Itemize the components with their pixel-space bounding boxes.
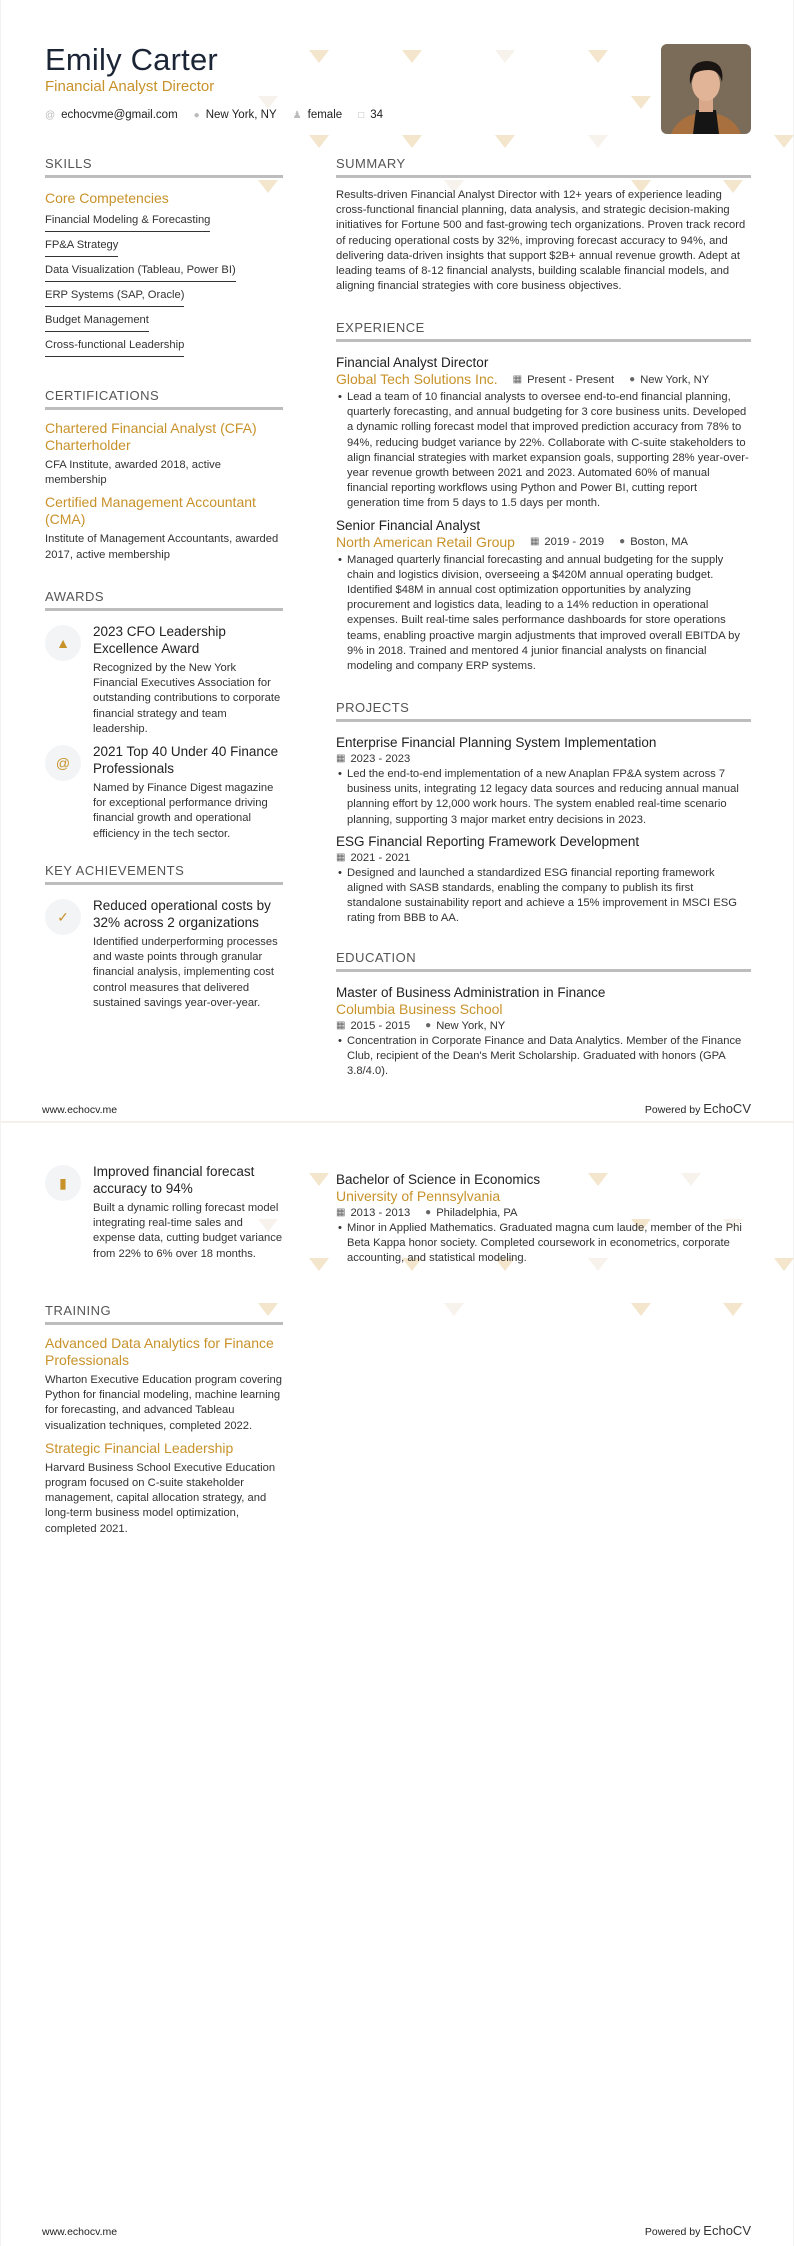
achievement-title: Reduced operational costs by 32% across 2 organizations bbox=[93, 898, 271, 930]
job-role: Senior Financial Analyst bbox=[336, 517, 481, 533]
summary-section bbox=[336, 156, 751, 294]
education-continued bbox=[336, 1171, 751, 1267]
project-dates: 2021 - 2021 bbox=[350, 851, 411, 864]
candidate-name: Emily Carter bbox=[45, 42, 218, 77]
project-bullet: • Designed and launched a standardized ESG financial reporting framework aligned with SASB standards, enabling the company to publish its first standalone sustainability report and achieve a 15% improvement in MSCI ESG rating from BBB to AA. bbox=[338, 866, 737, 925]
training-desc: Harvard Business School Executive Education program focused on C-suite stakeholder management, capital allocation strategy, and long-term business model optimization, completed 2021. bbox=[45, 1461, 276, 1535]
edu-degree: Bachelor of Science in Economics bbox=[336, 1172, 541, 1187]
job-dates: 2019 - 2019 bbox=[544, 536, 605, 549]
certifications-section bbox=[45, 388, 283, 563]
award-title: 2023 CFO Leadership Excellence Award bbox=[93, 624, 226, 656]
skill-item: Data Visualization (Tableau, Power BI) bbox=[45, 260, 236, 282]
edu-school: Columbia Business School bbox=[336, 1001, 503, 1017]
powered-by[interactable]: Powered by EchoCV bbox=[644, 1101, 751, 1116]
contact-email[interactable]: echocvme@gmail.com bbox=[61, 109, 178, 121]
training-title: Strategic Financial Leadership bbox=[45, 1439, 234, 1456]
achievement-title: Improved financial forecast accuracy to 94% bbox=[93, 1164, 255, 1196]
summary-text: Results-driven Financial Analyst Director with 12+ years of experience leading cross-functional financial planning, data analysis, and strategic decision-making initiatives for Fortune 500 and fast-growing tech organizations. Proven track record of reducing operational costs by 32%, improving forecast accuracy to 94%, and delivering data-driven insights that support $2B+ annual revenue growth. Adept at leading teams of 8-12 financial analysts, building scalable financial models, and aligning financial strategies with core business objectives. bbox=[336, 189, 746, 293]
project-bullet: • Led the end-to-end implementation of a new Anaplan FP&A system across 7 business units, integrating 12 legacy data sources and reducing annual manual planning effort by 12,000 work hours. The system enabled real-time scenario planning, supporting 3 major market entry decisions in 2023. bbox=[338, 768, 739, 826]
awards-section bbox=[45, 589, 283, 842]
contact-gender: female bbox=[307, 109, 343, 121]
award-desc: Recognized by the New York Financial Executives Association for outstanding contributions to corporate financial strategy and team leadership. bbox=[93, 662, 281, 735]
job-dates: Present - Present bbox=[527, 373, 615, 386]
job-location: Boston, MA bbox=[630, 536, 689, 549]
section-heading: CERTIFICATIONS bbox=[45, 388, 283, 410]
cert-title: Certified Management Accountant (CMA) bbox=[45, 494, 256, 528]
graduation-cap-icon: ▲ bbox=[45, 625, 81, 661]
section-heading: EXPERIENCE bbox=[336, 320, 751, 342]
education-section bbox=[336, 950, 751, 1080]
skills-section bbox=[45, 156, 283, 357]
project-dates: 2023 - 2023 bbox=[350, 753, 411, 765]
job-bullet: • Lead a team of 10 financial analysts to oversee end-to-end financial planning, quarterly forecasting, and annual budgeting for 3 core business units. Developed a dynamic rolling forecast model that improved prediction accuracy from 78% to 94%, reducing budget variance by 22%. Collaborate with C-suite stakeholders to align financial strategies with market expansion goals, supporting 28% year-over-year revenue growth between 2021 and 2023. Automated 60% of manual financial reporting workflows using Python and Power BI, cutting report generation time from 5 days to 1.5 days per month. bbox=[338, 391, 749, 510]
job-location: New York, NY bbox=[640, 373, 710, 386]
skill-item: Financial Modeling & Forecasting bbox=[45, 210, 210, 232]
job-bullet: • Managed quarterly financial forecasting and annual budgeting for the supply chain and logistics division, overseeing a $420M annual operating budget. Identified $48M in annual cost optimization opportunities by analyzing procurement and logistics data, leading to a 14% reduction in operational expenses. Built real-time sales performance dashboards for store operations teams, enabling proactive margin adjustments that improved overall EBITDA by 9% in 2018. Trained and mentored 4 junior financial analysts on financial modeling and company ERP systems. bbox=[338, 553, 740, 673]
job-company: North American Retail Group bbox=[336, 533, 515, 550]
contact-info bbox=[45, 109, 383, 121]
cert-desc: CFA Institute, awarded 2018, active membership bbox=[45, 459, 221, 487]
training-desc: Wharton Executive Education program covering Python for financial modeling, machine learning for forecasting, and advanced Tableau visualization techniques, completed 2022. bbox=[45, 1374, 282, 1432]
section-heading: SKILLS bbox=[45, 156, 283, 178]
section-heading: EDUCATION bbox=[336, 950, 751, 972]
achievement-desc: Identified underperforming processes and waste points through granular financial analysis, implementing cost control measures that delivered sustained savings year-over-year. bbox=[93, 936, 278, 1009]
powered-by[interactable]: Powered by EchoCV bbox=[644, 2223, 751, 2238]
cert-desc: Institute of Management Accountants, awarded 2017, active membership bbox=[45, 533, 279, 561]
location-pin-icon: ● bbox=[619, 536, 626, 548]
achievement-item bbox=[45, 1163, 283, 1262]
chat-bubbles-icon: ▮ bbox=[45, 1165, 81, 1201]
contact-location: New York, NY bbox=[205, 109, 277, 121]
award-title: 2021 Top 40 Under 40 Finance Professionals bbox=[93, 744, 279, 777]
calendar-icon: ▦ bbox=[529, 536, 540, 548]
person-icon: ♟ bbox=[292, 109, 302, 121]
profile-photo bbox=[661, 44, 751, 134]
cert-title: Chartered Financial Analyst (CFA) Charterholder bbox=[45, 420, 257, 453]
calendar-icon: □ bbox=[358, 109, 365, 121]
achievement-desc: Built a dynamic rolling forecast model integrating real-time sales and expense data, cutting budget variance from 22% to 6% over 18 months. bbox=[93, 1202, 283, 1260]
section-heading: SUMMARY bbox=[336, 156, 751, 178]
footer-url[interactable]: www.echocv.me bbox=[42, 2226, 118, 2238]
calendar-icon: ▦ bbox=[336, 851, 346, 863]
calendar-icon: ▦ bbox=[512, 373, 523, 385]
job-company: Global Tech Solutions Inc. bbox=[336, 371, 498, 387]
edu-bullet: • Concentration in Corporate Finance and Data Analytics. Member of the Finance Club, recipient of the Dean's Merit Scholarship. Graduated with honors (GPA 3.8/4.0). bbox=[338, 1035, 742, 1078]
skill-item: ERP Systems (SAP, Oracle) bbox=[45, 285, 184, 307]
footer-url[interactable]: www.echocv.me bbox=[42, 1104, 118, 1116]
checkmark-icon: ✓ bbox=[45, 899, 81, 935]
achievement-item bbox=[45, 897, 283, 1011]
at-sign-icon: @ bbox=[45, 745, 81, 781]
email-icon: @ bbox=[45, 109, 56, 121]
project-title: Enterprise Financial Planning System Implementation bbox=[336, 735, 657, 750]
candidate-title: Financial Analyst Director bbox=[45, 78, 215, 95]
calendar-icon: ▦ bbox=[336, 753, 346, 764]
location-pin-icon: ● bbox=[425, 1020, 432, 1031]
edu-degree: Master of Business Administration in Finance bbox=[336, 985, 606, 1000]
calendar-icon: ▦ bbox=[336, 1207, 346, 1218]
edu-school: University of Pennsylvania bbox=[336, 1188, 501, 1204]
edu-location: Philadelphia, PA bbox=[436, 1207, 518, 1219]
brand-name: EchoCV bbox=[703, 2223, 751, 2238]
award-item bbox=[45, 743, 283, 842]
achievements-section bbox=[45, 863, 283, 1011]
experience-section bbox=[336, 320, 751, 674]
location-pin-icon: ● bbox=[193, 109, 200, 121]
training-title: Advanced Data Analytics for Finance Professionals bbox=[45, 1335, 274, 1368]
contact-age: 34 bbox=[370, 109, 383, 121]
skill-item: Cross-functional Leadership bbox=[45, 335, 184, 357]
brand-name: EchoCV bbox=[703, 1101, 751, 1116]
section-heading: AWARDS bbox=[45, 589, 283, 611]
achievements-continued bbox=[45, 1163, 283, 1262]
edu-dates: 2015 - 2015 bbox=[350, 1020, 411, 1032]
section-heading: TRAINING bbox=[45, 1303, 283, 1325]
calendar-icon: ▦ bbox=[336, 1020, 346, 1031]
training-section bbox=[45, 1303, 283, 1537]
award-desc: Named by Finance Digest magazine for exceptional performance driving financial growth and operational efficiency in the tech sector. bbox=[93, 782, 274, 840]
skills-group-title: Core Competencies bbox=[45, 190, 169, 206]
award-item bbox=[45, 623, 283, 737]
edu-bullet: • Minor in Applied Mathematics. Graduated magna cum laude, member of the Phi Beta Kappa honor society. Completed coursework in econometrics, corporate accounting, and statistical modeling. bbox=[338, 1222, 742, 1265]
section-heading: PROJECTS bbox=[336, 700, 751, 722]
projects-section bbox=[336, 700, 751, 927]
edu-dates: 2013 - 2013 bbox=[350, 1207, 411, 1219]
edu-location: New York, NY bbox=[436, 1020, 506, 1032]
location-pin-icon: ● bbox=[629, 373, 636, 385]
location-pin-icon: ● bbox=[425, 1207, 432, 1218]
skill-item: Budget Management bbox=[45, 310, 149, 332]
job-role: Financial Analyst Director bbox=[336, 355, 489, 370]
resume-page-2 bbox=[0, 1123, 794, 2246]
section-heading: KEY ACHIEVEMENTS bbox=[45, 863, 283, 885]
project-title: ESG Financial Reporting Framework Development bbox=[336, 833, 640, 849]
skill-item: FP&A Strategy bbox=[45, 235, 118, 257]
